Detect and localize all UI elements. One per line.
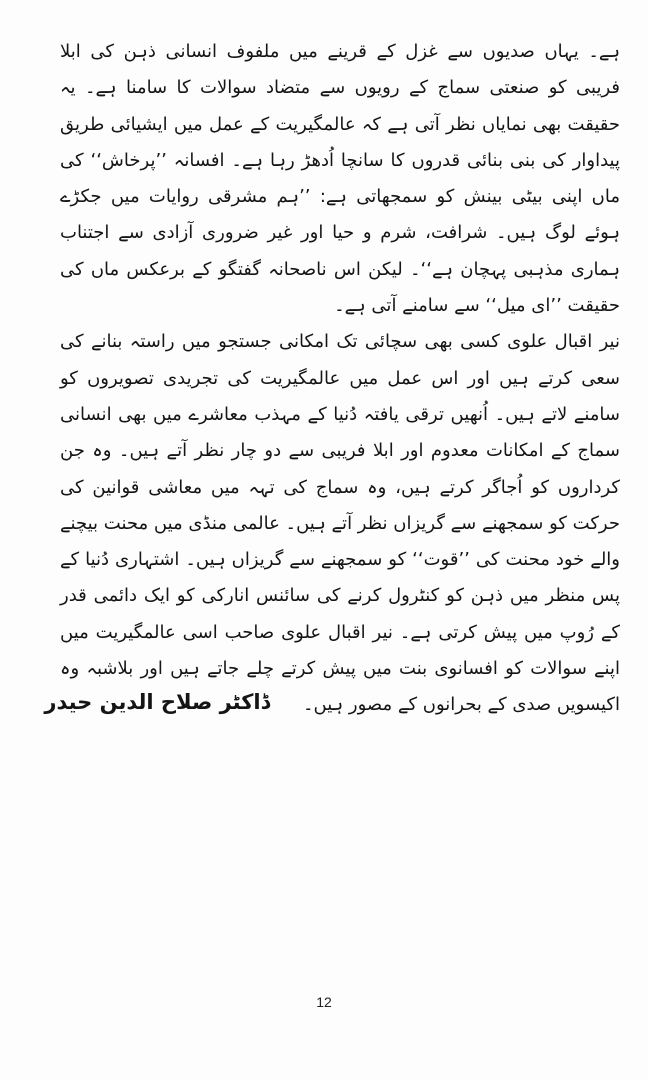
paragraph-1: ہے۔ یہاں صدیوں سے غزل کے قرینے میں ملفوف انسانی ذہن کی ابلا فریبی کو صنعتی سماج کے رویوں سے متضاد سوالات کا سامنا ہے۔ یہ حقیقت بھی نمایاں نظر آتی ہے کہ عالمگیریت کے عمل میں ایشیائی طریق پیداوار کی بنی بنائی قدروں کا سانچا اُدھڑ رہا ہے۔ افسانہ ’’پرخاش‘‘ کی ماں اپنی بیٹی بینش کو سمجھاتی ہے: ’’ہم مشرقی روایات میں جکڑے ہوئے لوگ ہیں۔ شرافت، شرم و حیا اور غیر ضروری آزادی سے اجتناب ہماری مذہبی پہچان ہے‘‘۔ لیکن اس ناصحانہ گفتگو کے برعکس ماں کی حقیقت ’’ای میل‘‘ سے سامنے آتی ہے۔ (60, 41, 620, 317)
paragraph-2: نیر اقبال علوی کسی بھی سچائی تک امکانی جستجو میں راستہ بنانے کی سعی کرتے ہیں اور اس عمل میں عالمگیریت کی تجریدی تصویروں کو سامنے لاتے ہیں۔ اُنھیں ترقی یافتہ دُنیا کے مہذب معاشرے میں بھی انسانی سماج کے امکانات معدوم اور ابلا فریبی سے دو چار نظر آتے ہیں۔ وہ جن کرداروں کو اُجاگر کرتے ہیں، وہ سماج کی تہہ میں معاشی قوانین کی حرکت کو سمجھنے سے گریزاں نظر آتے ہیں۔ عالمی منڈی میں محنت بیچنے والے خود محنت کی ’’قوت‘‘ کو سمجھنے سے گریزاں ہیں۔ اشتہاری دُنیا کے پس منظر میں ذہن کو کنٹرول کرنے کی سائنس انارکی کو ایک دائمی قدر کے رُوپ میں پیش کرتی ہے۔ نیر اقبال علوی صاحب اسی عالمگیریت میں اپنے سوالات کو افسانوی بنت میں پیش کرتے چلے جاتے ہیں اور بلاشبہ وہ اکیسویں صدی کے بحرانوں کے مصور ہیں۔ (60, 331, 620, 716)
body-text (60, 34, 620, 724)
page-number: 12 (316, 994, 332, 1010)
author-signature: ڈاکٹر صلاح الدین حیدر (44, 690, 270, 714)
